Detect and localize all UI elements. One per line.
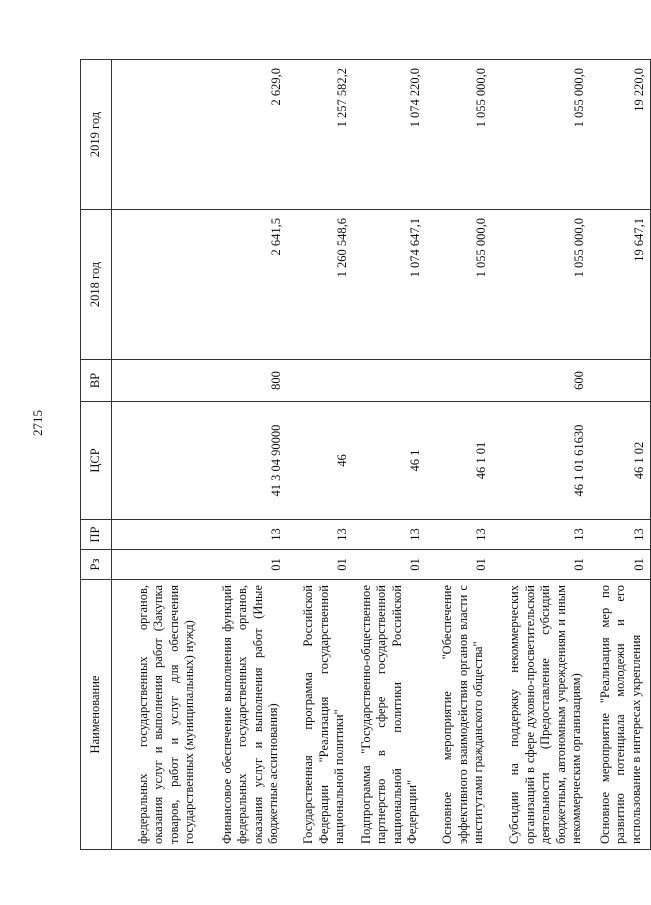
row-csr: 46: [288, 402, 354, 520]
budget-table: [80, 59, 651, 850]
row-pr: [112, 520, 204, 550]
rotated-table-sheet: [80, 60, 646, 850]
row-pr: 13: [288, 520, 354, 550]
row-vr: 600: [493, 360, 591, 402]
row-name: Основное мероприятие "Реализация мер по развитию потенциала молодежи и его использование в интересах укрепления: [591, 580, 651, 850]
row-csr: 46 1 01: [427, 402, 493, 520]
row-csr: [112, 402, 204, 520]
row-2018: 1 260 548,6: [288, 210, 354, 360]
row-pr: 13: [204, 520, 288, 550]
header-pr: ПР: [81, 520, 112, 550]
table-row: [493, 60, 591, 850]
row-name: Субсидии на поддержку некоммерческих организаций в сфере духовно-просветительской деятельности (Предоставление субсидий бюджетным, автономным учреждениям и иным некоммерческим организациям): [493, 580, 591, 850]
row-2019: 19 220,0: [591, 60, 651, 210]
row-csr: 46 1: [354, 402, 427, 520]
row-vr: [427, 360, 493, 402]
table-row: [354, 60, 427, 850]
header-2019: 2019 год: [81, 60, 112, 210]
row-pr: 13: [427, 520, 493, 550]
row-pr: 13: [493, 520, 591, 550]
page-number: 2715: [30, 410, 45, 436]
table-row: [427, 60, 493, 850]
row-pr: 13: [591, 520, 651, 550]
row-pr: 13: [354, 520, 427, 550]
row-csr: 46 1 01 61630: [493, 402, 591, 520]
row-2019: 1 074 220,0: [354, 60, 427, 210]
row-rz: 01: [493, 550, 591, 580]
header-csr: ЦСР: [81, 402, 112, 520]
row-name: Финансовое обеспечение выполнения функций федеральных государственных органов, оказания услуг и выполнения работ (Иные бюджетные ассигнования): [204, 580, 288, 850]
row-2018: 1 055 000,0: [493, 210, 591, 360]
row-vr: 800: [204, 360, 288, 402]
table-row: [288, 60, 354, 850]
table-row: [591, 60, 651, 850]
row-2018: [112, 210, 204, 360]
row-name: Государственная программа Российской Федерации "Реализация государственной национальной политики": [288, 580, 354, 850]
row-csr: 46 1 02: [591, 402, 651, 520]
row-name: Основное мероприятие "Обеспечение эффективного взаимодействия органов власти с институтами гражданского общества": [427, 580, 493, 850]
header-name: Наименование: [81, 580, 112, 850]
row-2018: 2 641,5: [204, 210, 288, 360]
row-vr: [591, 360, 651, 402]
row-csr: 41 3 04 90000: [204, 402, 288, 520]
row-vr: [354, 360, 427, 402]
row-rz: 01: [204, 550, 288, 580]
row-2019: [112, 60, 204, 210]
row-rz: 01: [288, 550, 354, 580]
row-name: федеральных государственных органов, оказания услуг и выполнения работ (Закупка товаров, работ и услуг для обеспечения государственных (муниципальных) нужд): [112, 580, 204, 850]
row-2019: 2 629,0: [204, 60, 288, 210]
header-rz: Рз: [81, 550, 112, 580]
header-vr: ВР: [81, 360, 112, 402]
row-rz: 01: [591, 550, 651, 580]
table-row: [204, 60, 288, 850]
row-2019: 1 055 000,0: [427, 60, 493, 210]
table-header-row: [81, 60, 112, 850]
row-2018: 1 055 000,0: [427, 210, 493, 360]
row-vr: [288, 360, 354, 402]
row-rz: [112, 550, 204, 580]
header-2018: 2018 год: [81, 210, 112, 360]
row-2019: 1 257 582,2: [288, 60, 354, 210]
table-row: [112, 60, 204, 850]
row-rz: 01: [427, 550, 493, 580]
row-2018: 19 647,1: [591, 210, 651, 360]
row-name: Подпрограмма "Государственно-общественное партнерство в сфере государственной национальной политики Российской Федерации": [354, 580, 427, 850]
row-2018: 1 074 647,1: [354, 210, 427, 360]
row-rz: 01: [354, 550, 427, 580]
row-vr: [112, 360, 204, 402]
row-2019: 1 055 000,0: [493, 60, 591, 210]
